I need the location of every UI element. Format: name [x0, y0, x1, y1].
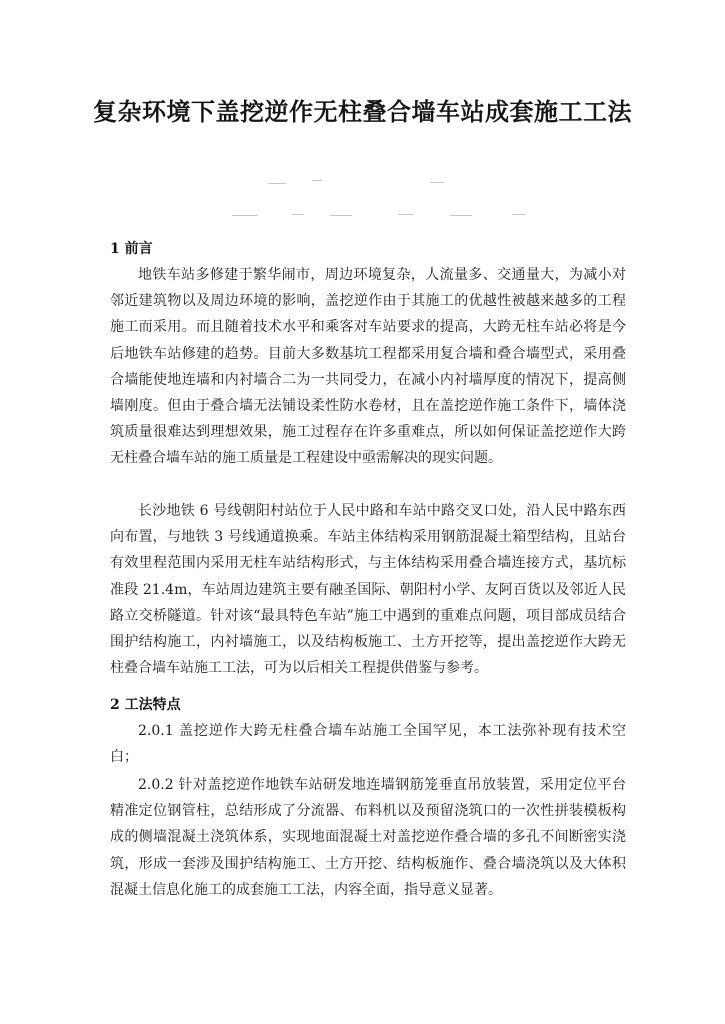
- paragraph: 长沙地铁 6 号线朝阳村站位于人民中路和车站中路交叉口处，沿人民中路东西向布置，与地铁 3 号线通道换乘。车站主体结构采用钢筋混凝土箱型结构，且站台有效里程范围内采用无柱车站结构形式，与主体结构采用叠合墙连接方式，基坑标准段 21.4m，车站周边建筑主要有融圣国际、朝阳村小学、友阿百货以及邻近人民路立交桥隧道。针对该“最具特色车站”施工中遇到的重难点问题，项目部成员结合围护结构施工，内衬墙施工，以及结构板施工、土方开挖等，提出盖挖逆作大跨无柱叠合墙车站施工工法，可为以后相关工程提供借鉴与参考。: [110, 503, 626, 677]
- scan-artifact: [450, 215, 472, 216]
- scan-artifact: [430, 182, 444, 183]
- scan-artifact: [330, 215, 352, 216]
- scan-artifact: [232, 215, 258, 216]
- section-heading: 2 工法特点: [110, 697, 181, 713]
- scan-artifact: [398, 214, 414, 215]
- scan-artifact: [268, 183, 286, 184]
- paragraph: 2.0.2 针对盖挖逆作地铁车站研发地连墙钢筋笼垂直吊放装置，采用定位平台精准定位钢管柱，总结形成了分流器、布料机以及预留浇筑口的一次性拼装模板构成的侧墙混凝土浇筑体系，实现地面混凝土对盖挖逆作叠合墙的多孔不间断密实浇筑，形成一套涉及围护结构施工、土方开挖、结构板施作、叠合墙浇筑以及大体积混凝土信息化施工的成套施工工法，内容全面，指导意义显著。: [110, 777, 626, 898]
- section-heading: 1 前言: [110, 241, 153, 257]
- paragraph: 地铁车站多修建于繁华闹市，周边环境复杂，人流量多、交通量大，为减小对邻近建筑物以及周边环境的影响，盖挖逆作由于其施工的优越性被越来越多的工程施工而采用。而且随着技术水平和乘客对车站要求的提高，大跨无柱车站必将是今后地铁车站修建的趋势。目前大多数基坑工程都采用复合墙和叠合墙型式，采用叠合墙能使地连墙和内衬墙合二为一共同受力，在减小内衬墙厚度的情况下，提高侧墙刚度。但由于叠合墙无法铺设柔性防水卷材，且在盖挖逆作施工条件下，墙体浇筑质量很难达到理想效果，施工过程存在许多重难点，所以如何保证盖挖逆作大跨无柱叠合墙车站的施工质量是工程建设中亟需解决的现实问题。: [110, 267, 626, 467]
- scan-artifact: [512, 214, 526, 215]
- scan-artifact: [312, 180, 322, 181]
- document-title: 复杂环境下盖挖逆作无柱叠合墙车站成套施工工法: [93, 97, 632, 126]
- scan-artifact: [292, 214, 304, 215]
- paragraph: 2.0.1 盖挖逆作大跨无柱叠合墙车站施工全国罕见，本工法弥补现有技术空白；: [110, 723, 626, 766]
